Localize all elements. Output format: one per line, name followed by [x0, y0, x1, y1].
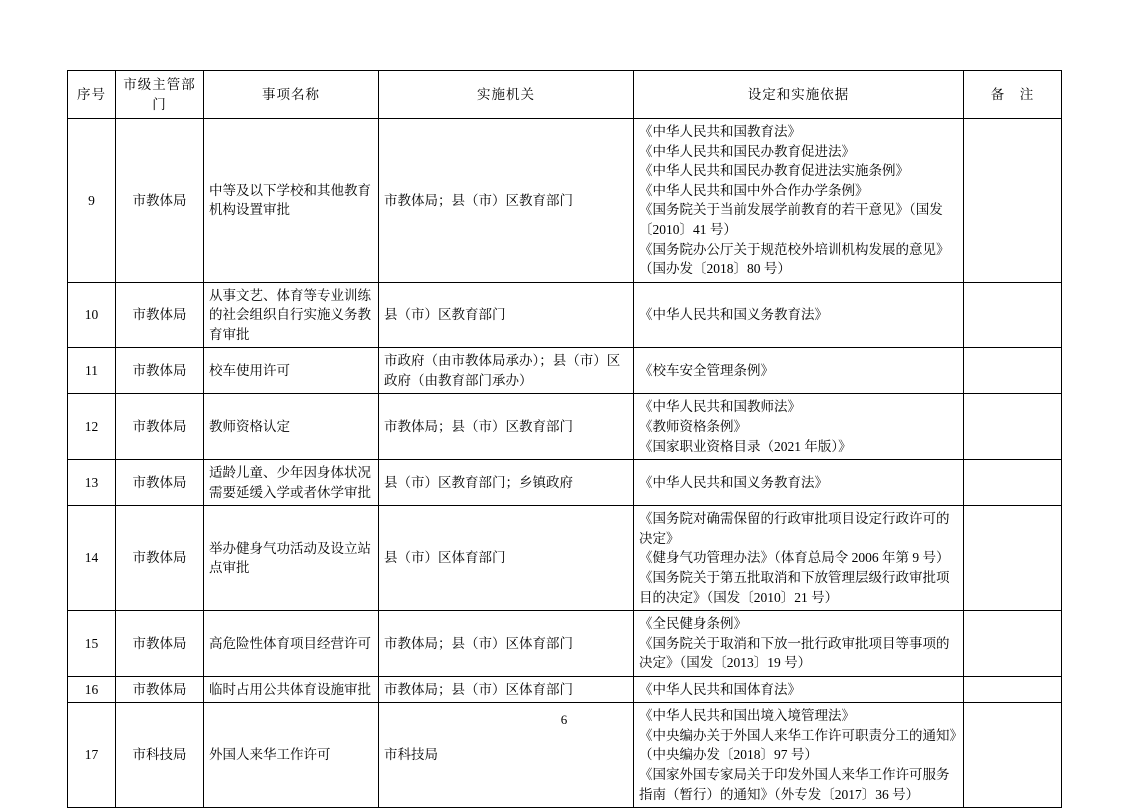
cell-index: 9	[68, 119, 116, 283]
cell-remark	[964, 506, 1062, 611]
cell-index: 10	[68, 282, 116, 348]
table-header-row	[68, 71, 1062, 119]
cell-implementing-agency	[379, 348, 634, 394]
table-row	[68, 506, 1062, 611]
administrative-items-table	[67, 70, 1062, 808]
page-number: 6	[560, 712, 568, 727]
cell-item-name: 高危险性体育项目经营许可	[204, 611, 379, 677]
column-header-implementing-agency: 实施机关	[379, 71, 634, 119]
agency-line: 市教体局；县（市）区体育部门	[384, 681, 573, 697]
cell-index: 13	[68, 460, 116, 506]
legal-basis-line: 《国家外国专家局关于印发外国人来华工作许可服务指南（暂行）的通知》（外专发〔2017〕36 号）	[639, 767, 950, 802]
cell-remark	[964, 282, 1062, 348]
cell-item-name: 中等及以下学校和其他教育机构设置审批	[204, 119, 379, 283]
cell-department: 市科技局	[116, 703, 204, 808]
administrative-items-table-container	[67, 70, 1061, 808]
cell-index: 11	[68, 348, 116, 394]
table-row	[68, 119, 1062, 283]
agency-line: 县（市）区教育部门；乡镇政府	[384, 474, 573, 490]
legal-basis-line: 《国家职业资格目录（2021 年版）》	[639, 438, 852, 454]
legal-basis-line: 《国务院关于取消和下放一批行政审批项目等事项的决定》（国发〔2013〕19 号）	[639, 635, 950, 671]
column-header-remark: 备 注	[964, 71, 1062, 119]
legal-basis-line: 《校车安全管理条例》	[639, 363, 774, 379]
cell-department: 市教体局	[116, 676, 204, 703]
cell-remark	[964, 119, 1062, 283]
cell-department: 市教体局	[116, 119, 204, 283]
legal-basis-line: 《中华人民共和国义务教育法》	[639, 474, 828, 490]
cell-remark	[964, 348, 1062, 394]
cell-item-name: 从事文艺、体育等专业训练的社会组织自行实施义务教育审批	[204, 282, 379, 348]
cell-department: 市教体局	[116, 460, 204, 506]
table-row	[68, 394, 1062, 460]
cell-implementing-agency	[379, 394, 634, 460]
cell-index: 16	[68, 676, 116, 703]
legal-basis-line: 《中华人民共和国体育法》	[639, 681, 801, 697]
cell-department: 市教体局	[116, 348, 204, 394]
cell-implementing-agency	[379, 282, 634, 348]
column-header-item-name: 事项名称	[204, 71, 379, 119]
column-header-index: 序号	[68, 71, 116, 119]
legal-basis-line: 《中华人民共和国出境入境管理法》	[639, 708, 855, 724]
legal-basis-line: 《教师资格条例》	[639, 419, 747, 434]
cell-legal-basis	[634, 611, 964, 677]
cell-legal-basis	[634, 348, 964, 394]
cell-legal-basis	[634, 676, 964, 703]
cell-legal-basis	[634, 282, 964, 348]
agency-line: 市政府（由市教体局承办）；县（市）区政府（由教育部门承办）	[384, 353, 621, 388]
cell-item-name: 临时占用公共体育设施审批	[204, 676, 379, 703]
cell-legal-basis	[634, 460, 964, 506]
agency-line: 县（市）区体育部门	[384, 550, 506, 566]
legal-basis-line: 《健身气功管理办法》（体育总局令 2006 年第 9 号）	[639, 550, 950, 566]
legal-basis-line: 《中华人民共和国民办教育促进法实施条例》	[639, 163, 909, 179]
legal-basis-line: 《国务院办公厅关于规范校外培训机构发展的意见》（国办发〔2018〕80 号）	[639, 241, 950, 277]
cell-legal-basis	[634, 506, 964, 611]
cell-implementing-agency	[379, 506, 634, 611]
cell-remark	[964, 394, 1062, 460]
agency-line: 市教体局；县（市）区教育部门	[384, 419, 573, 434]
legal-basis-line: 《中央编办关于外国人来华工作许可职责分工的通知》（中央编办发〔2018〕97 号）	[639, 727, 957, 763]
cell-remark	[964, 676, 1062, 703]
legal-basis-line: 《全民健身条例》	[639, 616, 747, 632]
legal-basis-line: 《国务院关于第五批取消和下放管理层级行政审批项目的决定》（国发〔2010〕21 号）	[639, 569, 950, 605]
table-row	[68, 282, 1062, 348]
legal-basis-line: 《国务院对确需保留的行政审批项目设定行政许可的决定》	[639, 511, 950, 546]
legal-basis-line: 《中华人民共和国教师法》	[639, 399, 801, 415]
cell-remark	[964, 611, 1062, 677]
legal-basis-line: 《国务院关于当前发展学前教育的若干意见》（国发〔2010〕41 号）	[639, 202, 943, 237]
cell-item-name: 举办健身气功活动及设立站点审批	[204, 506, 379, 611]
cell-index: 12	[68, 394, 116, 460]
cell-remark	[964, 460, 1062, 506]
agency-line: 县（市）区教育部门	[384, 307, 506, 323]
cell-implementing-agency	[379, 611, 634, 677]
legal-basis-line: 《中华人民共和国民办教育促进法》	[639, 143, 855, 159]
table-row	[68, 348, 1062, 394]
cell-item-name: 适龄儿童、少年因身体状况需要延缓入学或者休学审批	[204, 460, 379, 506]
cell-department: 市教体局	[116, 282, 204, 348]
cell-implementing-agency	[379, 460, 634, 506]
cell-index: 14	[68, 506, 116, 611]
table-body	[68, 119, 1062, 808]
cell-item-name: 外国人来华工作许可	[204, 703, 379, 808]
cell-department: 市教体局	[116, 611, 204, 677]
cell-legal-basis	[634, 119, 964, 283]
column-header-legal-basis: 设定和实施依据	[634, 71, 964, 119]
cell-implementing-agency	[379, 676, 634, 703]
column-header-department: 市级主管部门	[116, 71, 204, 119]
table-row	[68, 611, 1062, 677]
cell-department: 市教体局	[116, 394, 204, 460]
agency-line: 市教体局；县（市）区体育部门	[384, 635, 573, 651]
legal-basis-line: 《中华人民共和国教育法》	[639, 124, 801, 140]
agency-line: 市教体局；县（市）区教育部门	[384, 192, 573, 208]
table-row	[68, 676, 1062, 703]
cell-item-name: 教师资格认定	[204, 394, 379, 460]
cell-legal-basis	[634, 394, 964, 460]
legal-basis-line: 《中华人民共和国义务教育法》	[639, 307, 828, 323]
cell-index: 17	[68, 703, 116, 808]
cell-department: 市教体局	[116, 506, 204, 611]
table-row	[68, 460, 1062, 506]
cell-index: 15	[68, 611, 116, 677]
cell-item-name: 校车使用许可	[204, 348, 379, 394]
cell-implementing-agency	[379, 119, 634, 283]
agency-line: 市科技局	[384, 747, 438, 763]
legal-basis-line: 《中华人民共和国中外合作办学条例》	[639, 182, 869, 198]
